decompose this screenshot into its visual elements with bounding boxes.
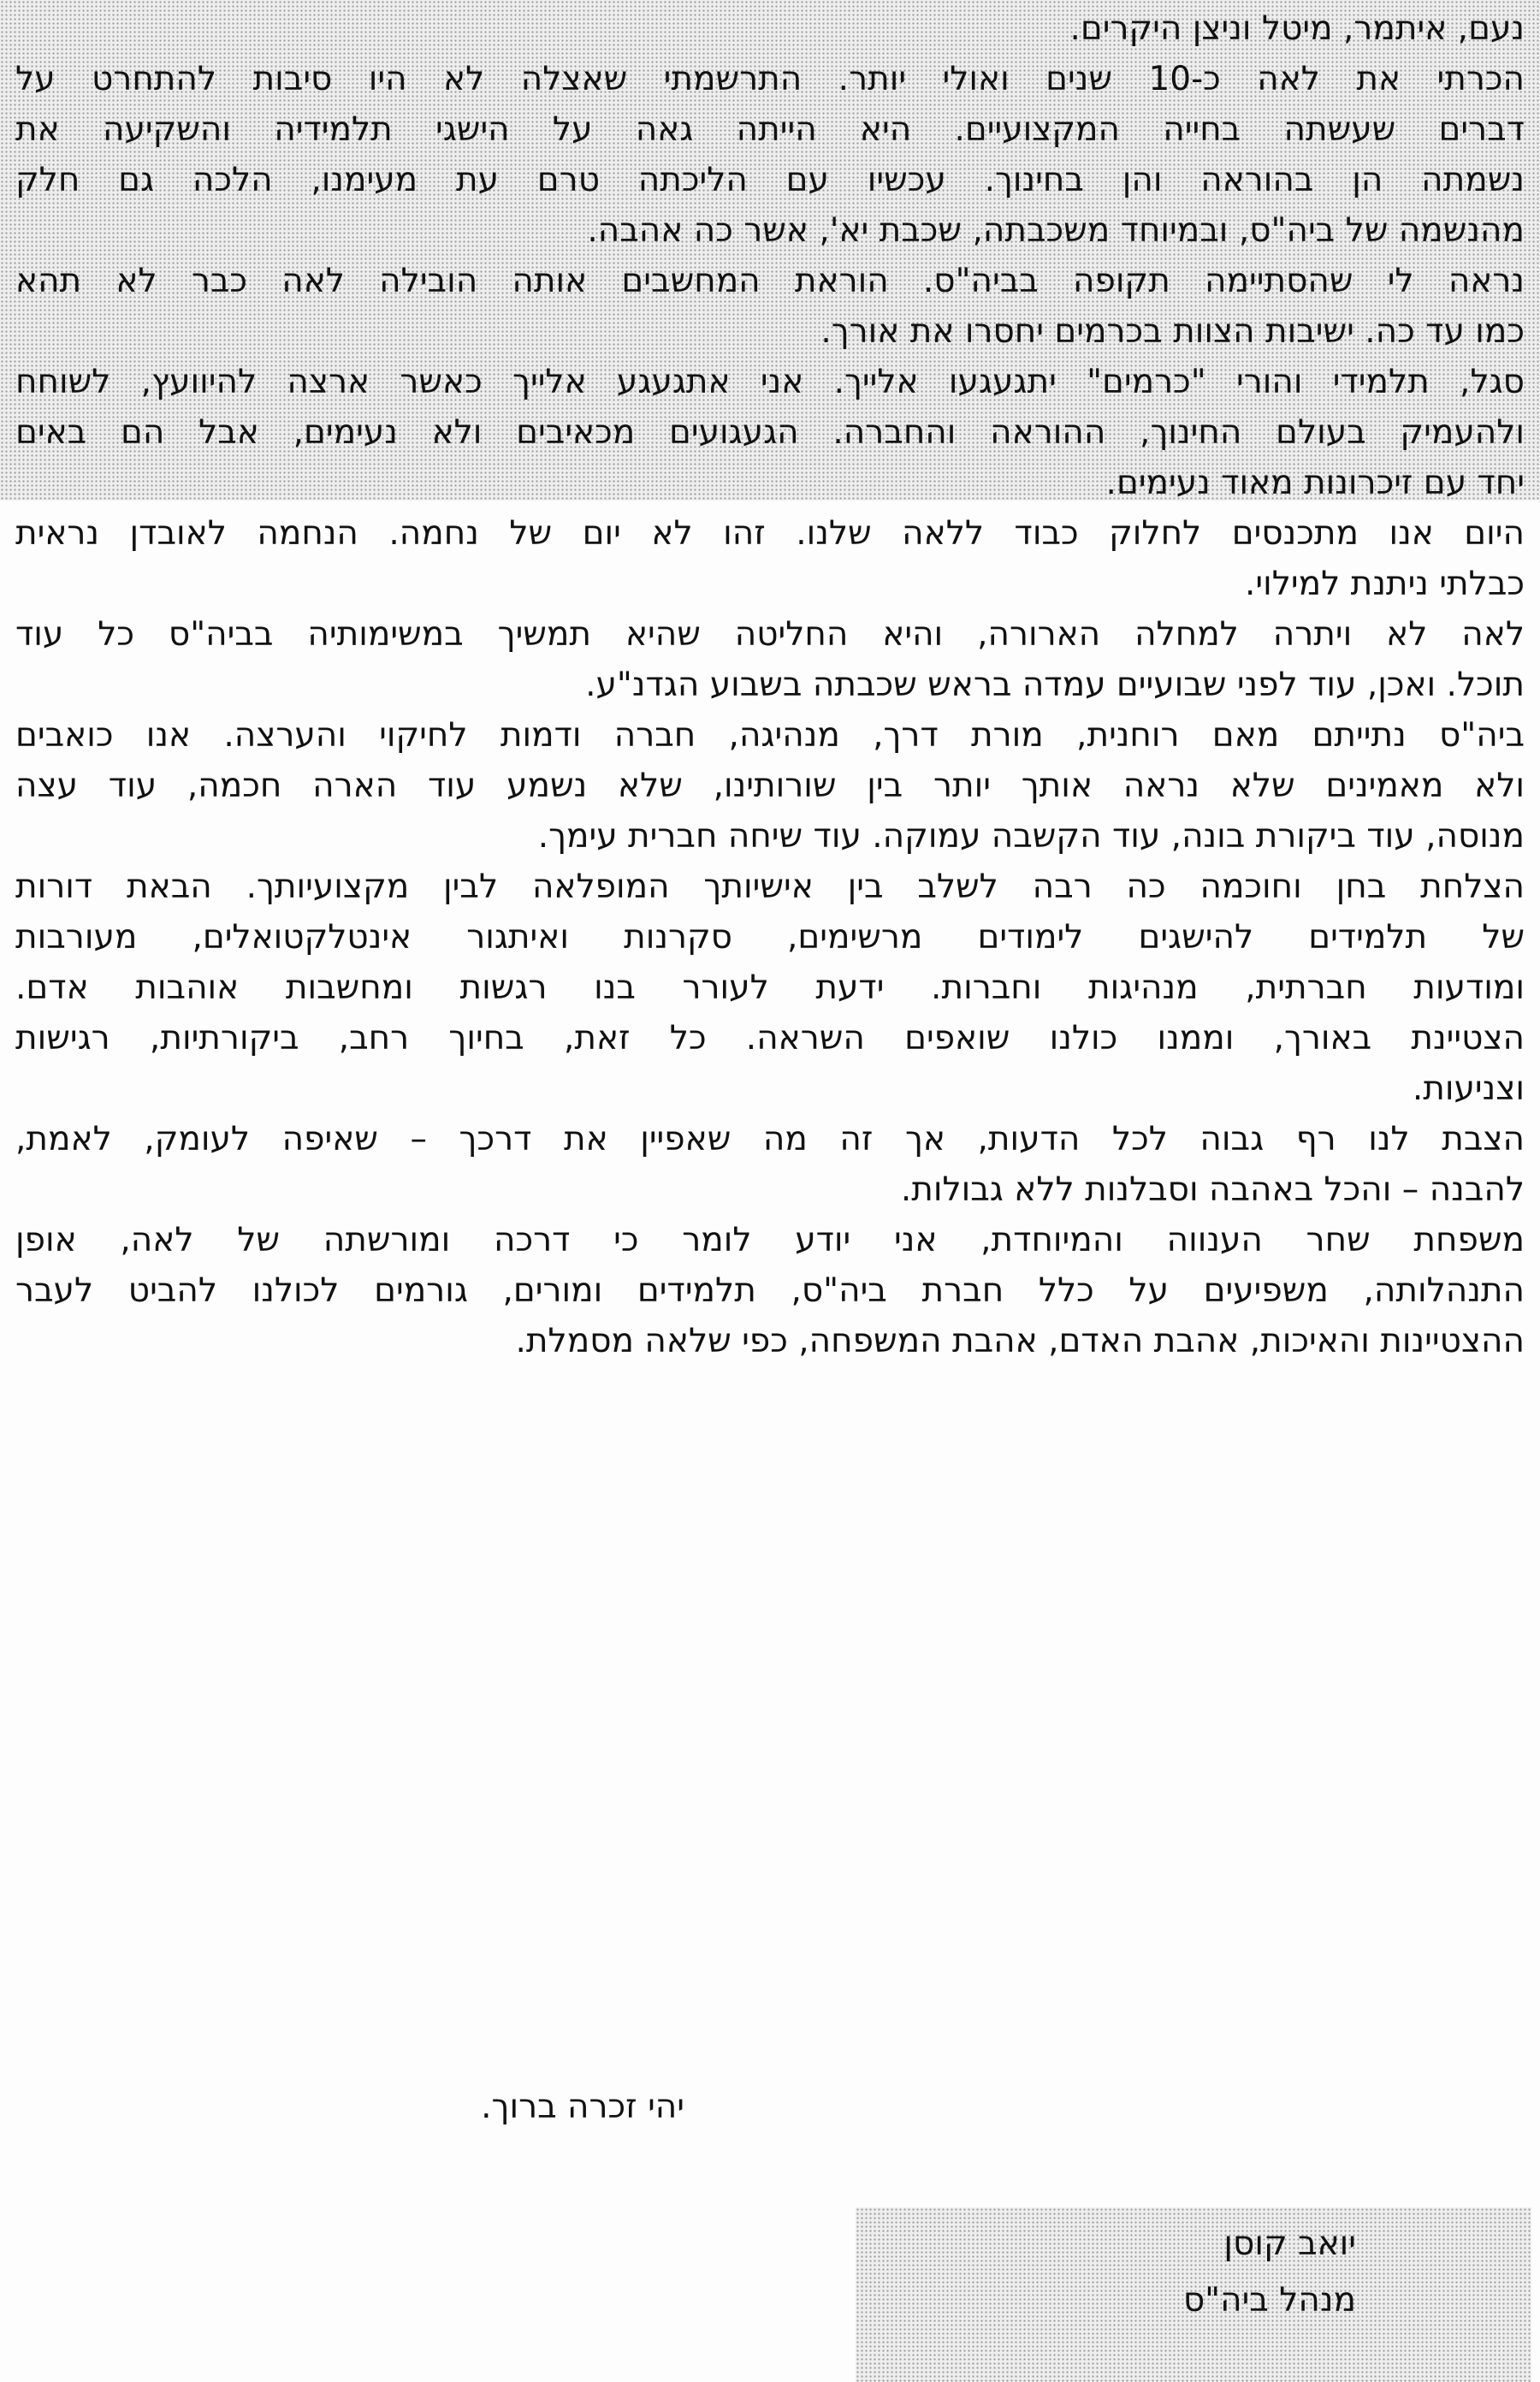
paragraph-line: יחד עם זיכרונות מאוד נעימים.: [1105, 464, 1525, 502]
paragraph-line: תוכל. ואכן, עוד לפני שבועיים עמדה בראש שכבתה בשבוע הגדנ"ע.: [585, 666, 1525, 704]
paragraph-line: מהנשמה של ביה"ס, ובמיוחד משכבתה, שכבת יא', אשר כה אהבה.: [587, 211, 1525, 250]
signer-name: יואב קוסן: [1223, 2225, 1356, 2263]
paragraph-line: מנוסה, עוד ביקורת בונה, עוד הקשבה עמוקה. עוד שיחה חברית עימך.: [537, 817, 1525, 856]
paragraph: [15, 1215, 1525, 1366]
paragraph-line: של תלמידים להישגים לימודים מרשימים, סקרנות ואיתגור אינטלקטואלים, מעורבות: [15, 918, 1525, 957]
blessing-line: יהי זכרה ברוך.: [481, 2088, 684, 2126]
signer-title: מנהל ביה"ס: [1182, 2281, 1356, 2320]
paragraph-line: הצבת לנו רף גבוה לכל הדעות, אך זה מה שאפיין את דרכך – שאיפה לעומק, לאמת,: [15, 1120, 1525, 1158]
paragraph: [15, 357, 1525, 508]
greeting: נעם, איתמר, מיטל וניצן היקרים.: [1069, 9, 1525, 48]
paragraph-line: הכרתי את לאה כ-10 שנים ואולי יותר. התרשמתי שאצלה לא היו סיבות להתחרט על: [15, 60, 1525, 98]
paragraph-line: ולהעמיק בעולם החינוך, ההוראה והחברה. הגעגועים מכאיבים ולא נעימים, אבל הם באים: [15, 413, 1525, 452]
paragraph-line: ולא מאמינים שלא נראה אותך יותר בין שורותינו, שלא נשמע עוד הארה חכמה, עוד עצה: [15, 767, 1525, 805]
paragraph-line: היום אנו מתכנסים לחלוק כבוד ללאה שלנו. זהו לא יום של נחמה. הנחמה לאובדן נראית: [15, 514, 1525, 553]
paragraph: [15, 710, 1525, 862]
paragraph-line: הצטיינת באורך, וממנו כולנו שואפים השראה. כל זאת, בחיוך רחב, ביקורתיות, רגישות: [15, 1019, 1525, 1058]
paragraph-line: סגל, תלמידי והורי "כרמים" יתגעגעו אלייך. אני אתגעגע אלייך כאשר ארצה להיוועץ, לשוחח: [15, 363, 1525, 401]
paragraph-line: נשמתה הן בהוראה והן בחינוך. עכשיו עם הליכתה טרם עת מעימנו, הלכה גם חלק: [15, 161, 1525, 199]
paragraph-line: התנהלותה, משפיעים על כלל חברת ביה"ס, תלמידים ומורים, גורמים לכולנו להביט לעבר: [15, 1271, 1525, 1310]
paragraph-line: להבנה – והכל באהבה וסבלנות ללא גבולות.: [900, 1170, 1525, 1209]
paragraph-line: נראה לי שהסתיימה תקופה בביה"ס. הוראת המחשבים אותה הובילה לאה כבר לא תהא: [15, 262, 1525, 300]
paragraph: [15, 54, 1525, 256]
paragraph-line: כבלתי ניתנת למילוי.: [1245, 565, 1525, 603]
paragraph-line: לאה לא ויתרה למחלה הארורה, והיא החליטה שהיא תמשיך במשימותיה בביה"ס כל עוד: [15, 615, 1525, 654]
paragraph-line: ביה"ס נתייתם מאם רוחנית, מורת דרך, מנהיגה, חברה ודמות לחיקוי והערצה. אנו כואבים: [15, 716, 1525, 755]
paragraph: [15, 508, 1525, 609]
paragraph-line: דברים שעשתה בחייה המקצועיים. היא הייתה גאה על הישגי תלמידיה והשקיעה את: [15, 110, 1525, 149]
paragraph: [15, 256, 1525, 357]
paragraph-line: הצלחת בחן וחוכמה כה רבה לשלב בין אישיותך המופלאה לבין מקצועיותך. הבאת דורות: [15, 868, 1525, 906]
paragraph-line: וצניעות.: [1412, 1070, 1525, 1108]
paragraph-line: משפחת שחר הענווה והמיוחדת, אני יודע לומר כי דרכה ומורשתה של לאה, אופן: [15, 1221, 1525, 1259]
signature-block: [1134, 2216, 1356, 2329]
paragraph: [15, 862, 1525, 1114]
paragraph-line: כמו עד כה. ישיבות הצוות בכרמים יחסרו את אורך.: [820, 312, 1525, 351]
paragraph: [15, 609, 1525, 710]
paragraph-line: ומודעות חברתית, מנהיגות וחברות. ידעת לעורר בנו רגשות ומחשבות אוהבות אדם.: [15, 969, 1525, 1007]
paragraph-line: ההצטיינות והאיכות, אהבת האדם, אהבת המשפחה, כפי שלאה מסמלת.: [515, 1322, 1525, 1360]
paragraph: [15, 1114, 1525, 1215]
letter-body: [15, 3, 1525, 1366]
